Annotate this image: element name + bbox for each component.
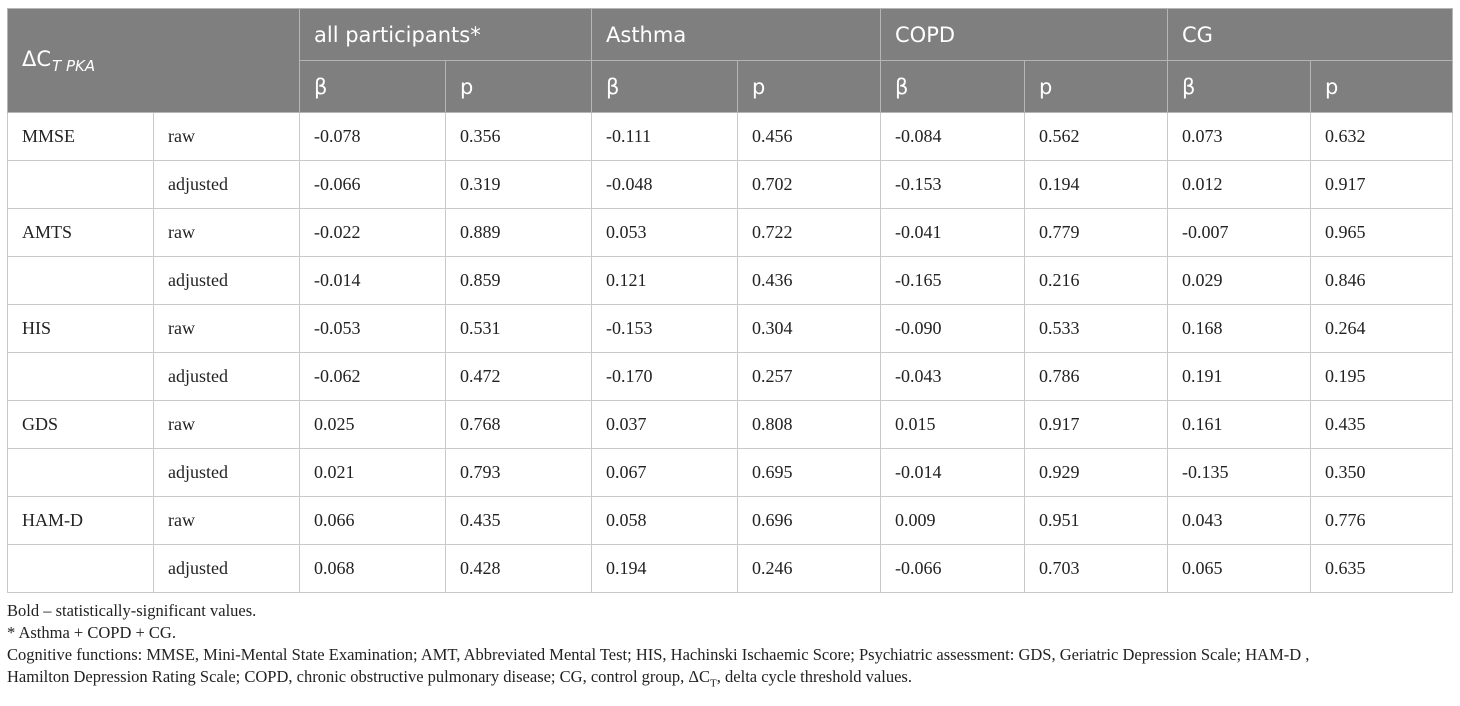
group-header-row	[8, 9, 1453, 61]
abbreviations-line-2	[7, 666, 1452, 694]
stat-header-beta: β	[300, 61, 446, 113]
abbreviations-line-1: Cognitive functions: MMSE, Mini-Mental State Examination; AMT, Abbreviated Mental Test; HIS, Hachinski Ischaemic Score; Psychiatric assessment: GDS, Geriatric Depression Scale; HAM-D ,	[7, 645, 1310, 664]
group-header-all-participants: all participants*	[300, 9, 592, 61]
beta-value-cell: 0.015	[881, 401, 1025, 449]
beta-value-cell: 0.191	[1168, 353, 1311, 401]
beta-value-cell: -0.062	[300, 353, 446, 401]
results-table-container	[7, 8, 1452, 593]
table-row	[8, 305, 1453, 353]
table-footnotes	[7, 600, 1452, 694]
beta-value-cell: 0.029	[1168, 257, 1311, 305]
p-value-cell: 0.632	[1311, 113, 1453, 161]
p-value-cell: 0.436	[738, 257, 881, 305]
stat-header-p: p	[1311, 61, 1453, 113]
stat-header-p: p	[446, 61, 592, 113]
abbreviations-subscript: T	[710, 677, 717, 690]
analysis-type-cell: adjusted	[154, 257, 300, 305]
group-header-copd: COPD	[881, 9, 1168, 61]
beta-value-cell: 0.053	[592, 209, 738, 257]
beta-value-cell: -0.153	[881, 161, 1025, 209]
beta-value-cell: 0.168	[1168, 305, 1311, 353]
stat-header-beta: β	[1168, 61, 1311, 113]
beta-value-cell: 0.043	[1168, 497, 1311, 545]
beta-value-cell: -0.053	[300, 305, 446, 353]
measure-cell	[8, 257, 154, 305]
p-value-cell: 0.695	[738, 449, 881, 497]
analysis-type-cell: raw	[154, 401, 300, 449]
table-row	[8, 209, 1453, 257]
measure-cell	[8, 161, 154, 209]
p-value-cell: 0.216	[1025, 257, 1168, 305]
beta-value-cell: -0.111	[592, 113, 738, 161]
beta-value-cell: -0.090	[881, 305, 1025, 353]
measure-cell: HAM-D	[8, 497, 154, 545]
beta-value-cell: -0.153	[592, 305, 738, 353]
p-value-cell: 0.859	[446, 257, 592, 305]
p-value-cell: 0.562	[1025, 113, 1168, 161]
p-value-cell: 0.703	[1025, 545, 1168, 593]
stat-header-p: p	[1025, 61, 1168, 113]
beta-value-cell: 0.067	[592, 449, 738, 497]
analysis-type-cell: adjusted	[154, 545, 300, 593]
p-value-cell: 0.965	[1311, 209, 1453, 257]
measure-cell: AMTS	[8, 209, 154, 257]
p-value-cell: 0.889	[446, 209, 592, 257]
beta-value-cell: 0.021	[300, 449, 446, 497]
p-value-cell: 0.776	[1311, 497, 1453, 545]
p-value-cell: 0.356	[446, 113, 592, 161]
p-value-cell: 0.702	[738, 161, 881, 209]
analysis-type-cell: adjusted	[154, 449, 300, 497]
beta-value-cell: -0.043	[881, 353, 1025, 401]
analysis-type-cell: raw	[154, 209, 300, 257]
measure-cell: MMSE	[8, 113, 154, 161]
beta-value-cell: -0.041	[881, 209, 1025, 257]
table-row	[8, 449, 1453, 497]
delta-ct-subscript: T PKA	[52, 56, 96, 75]
beta-value-cell: -0.048	[592, 161, 738, 209]
asterisk-note: * Asthma + COPD + CG.	[7, 623, 176, 642]
p-value-cell: 0.722	[738, 209, 881, 257]
beta-value-cell: 0.121	[592, 257, 738, 305]
p-value-cell: 0.428	[446, 545, 592, 593]
analysis-type-cell: raw	[154, 497, 300, 545]
regression-table	[7, 8, 1453, 593]
abbreviations-line-2-end: , delta cycle threshold values.	[716, 667, 912, 686]
p-value-cell: 0.951	[1025, 497, 1168, 545]
p-value-cell: 0.533	[1025, 305, 1168, 353]
beta-value-cell: 0.161	[1168, 401, 1311, 449]
beta-value-cell: 0.025	[300, 401, 446, 449]
table-row	[8, 545, 1453, 593]
analysis-type-cell: adjusted	[154, 161, 300, 209]
beta-value-cell: -0.165	[881, 257, 1025, 305]
measure-cell	[8, 449, 154, 497]
abbreviations-line-2-text: Hamilton Depression Rating Scale; COPD, chronic obstructive pulmonary disease; CG, control group, ΔC	[7, 667, 711, 686]
beta-value-cell: -0.007	[1168, 209, 1311, 257]
beta-value-cell: -0.135	[1168, 449, 1311, 497]
p-value-cell: 0.786	[1025, 353, 1168, 401]
measure-cell: HIS	[8, 305, 154, 353]
p-value-cell: 0.195	[1311, 353, 1453, 401]
stat-header-beta: β	[592, 61, 738, 113]
beta-value-cell: 0.012	[1168, 161, 1311, 209]
p-value-cell: 0.257	[738, 353, 881, 401]
beta-value-cell: -0.084	[881, 113, 1025, 161]
beta-value-cell: -0.066	[300, 161, 446, 209]
p-value-cell: 0.808	[738, 401, 881, 449]
p-value-cell: 0.264	[1311, 305, 1453, 353]
p-value-cell: 0.531	[446, 305, 592, 353]
beta-value-cell: 0.073	[1168, 113, 1311, 161]
delta-ct-pka-header	[8, 9, 300, 113]
p-value-cell: 0.793	[446, 449, 592, 497]
beta-value-cell: 0.068	[300, 545, 446, 593]
beta-value-cell: -0.066	[881, 545, 1025, 593]
measure-cell: GDS	[8, 401, 154, 449]
analysis-type-cell: raw	[154, 113, 300, 161]
analysis-type-cell: raw	[154, 305, 300, 353]
stat-header-p: p	[738, 61, 881, 113]
table-row	[8, 401, 1453, 449]
p-value-cell: 0.696	[738, 497, 881, 545]
beta-value-cell: -0.170	[592, 353, 738, 401]
beta-value-cell: 0.065	[1168, 545, 1311, 593]
p-value-cell: 0.472	[446, 353, 592, 401]
table-row	[8, 257, 1453, 305]
p-value-cell: 0.917	[1025, 401, 1168, 449]
delta-ct-label: ΔC	[22, 46, 52, 71]
measure-cell	[8, 353, 154, 401]
p-value-cell: 0.435	[1311, 401, 1453, 449]
p-value-cell: 0.319	[446, 161, 592, 209]
beta-value-cell: 0.037	[592, 401, 738, 449]
table-body	[8, 113, 1453, 593]
p-value-cell: 0.929	[1025, 449, 1168, 497]
group-header-asthma: Asthma	[592, 9, 881, 61]
beta-value-cell: 0.194	[592, 545, 738, 593]
beta-value-cell: -0.078	[300, 113, 446, 161]
bold-significance-note: Bold – statistically-significant values.	[7, 601, 257, 620]
measure-cell	[8, 545, 154, 593]
analysis-type-cell: adjusted	[154, 353, 300, 401]
p-value-cell: 0.846	[1311, 257, 1453, 305]
p-value-cell: 0.304	[738, 305, 881, 353]
beta-value-cell: -0.014	[881, 449, 1025, 497]
beta-value-cell: -0.022	[300, 209, 446, 257]
p-value-cell: 0.635	[1311, 545, 1453, 593]
p-value-cell: 0.194	[1025, 161, 1168, 209]
table-row	[8, 161, 1453, 209]
p-value-cell: 0.350	[1311, 449, 1453, 497]
p-value-cell: 0.779	[1025, 209, 1168, 257]
stat-header-beta: β	[881, 61, 1025, 113]
group-header-cg: CG	[1168, 9, 1453, 61]
beta-value-cell: -0.014	[300, 257, 446, 305]
p-value-cell: 0.246	[738, 545, 881, 593]
beta-value-cell: 0.058	[592, 497, 738, 545]
p-value-cell: 0.917	[1311, 161, 1453, 209]
table-row	[8, 353, 1453, 401]
beta-value-cell: 0.066	[300, 497, 446, 545]
table-row	[8, 497, 1453, 545]
p-value-cell: 0.456	[738, 113, 881, 161]
p-value-cell: 0.435	[446, 497, 592, 545]
beta-value-cell: 0.009	[881, 497, 1025, 545]
p-value-cell: 0.768	[446, 401, 592, 449]
table-row	[8, 113, 1453, 161]
